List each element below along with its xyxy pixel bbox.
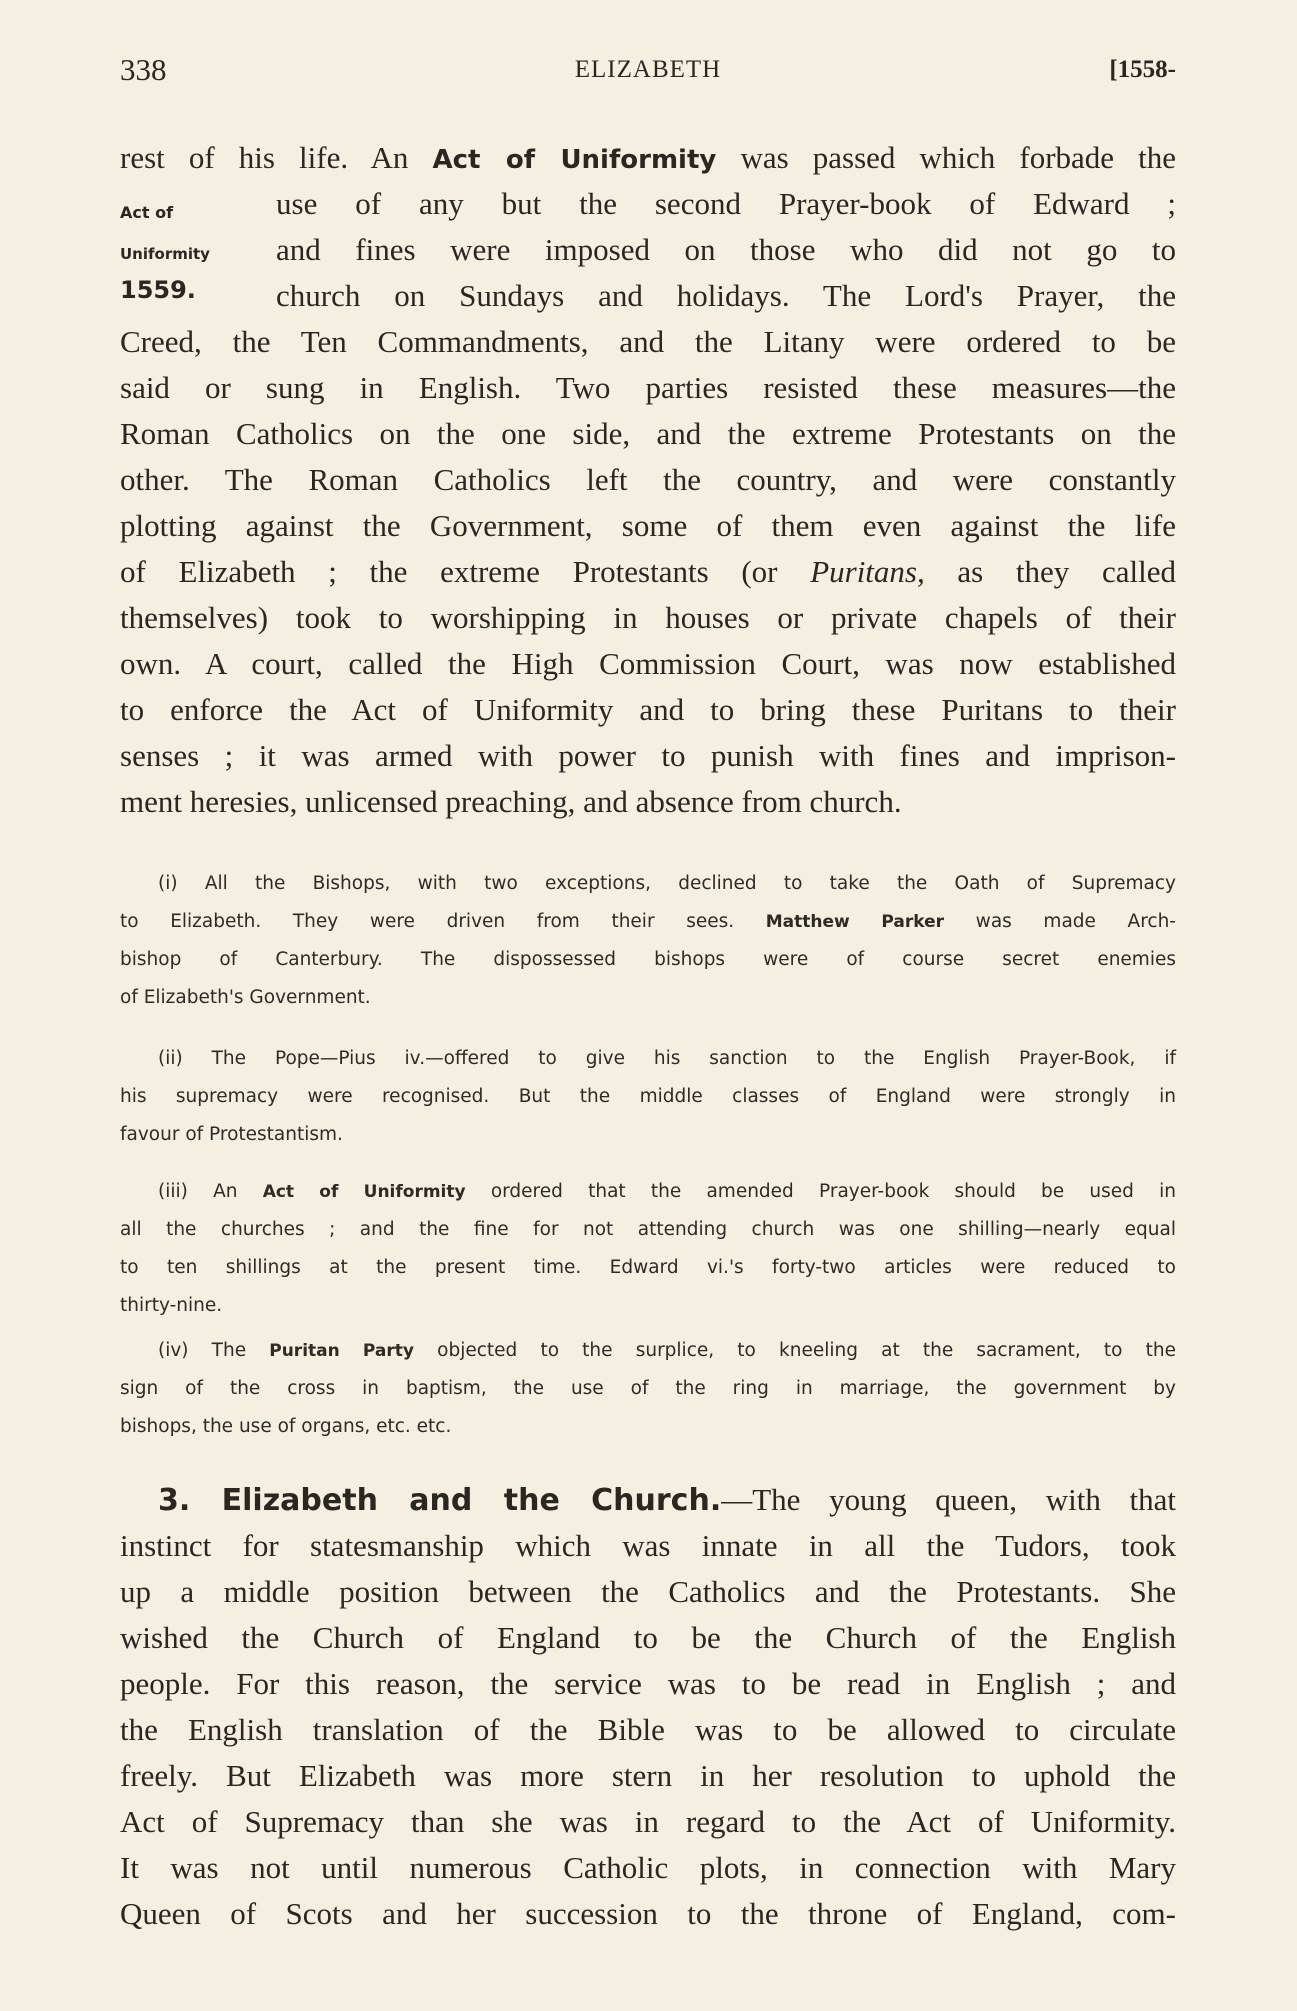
note-line: (i) All the Bishops, with two exceptions, declined to take the Oath of Supremacy [158, 873, 1176, 894]
paragraph-line: Roman Catholics on the one side, and the extreme Protestants on the [120, 416, 1176, 451]
section-line: up a middle position between the Catholics and the Protestants. She [120, 1574, 1176, 1609]
page-number: 338 [120, 52, 167, 87]
paragraph-line: own. A court, called the High Commission Court, was now established [120, 646, 1176, 681]
bold-term: Act of Uniformity [432, 145, 717, 175]
section-heading: 3. Elizabeth and the Church. [158, 1483, 722, 1518]
note-line: to ten shillings at the present time. Edward vi.'s forty-two articles were reduced to [120, 1257, 1176, 1278]
note-line: (iii) An Act of Uniformity ordered that the amended Prayer-book should be used in [158, 1181, 1176, 1202]
bold-term: Act of Uniformity [262, 1182, 466, 1202]
note-line: sign of the cross in baptism, the use of the ring in marriage, the government by [120, 1378, 1176, 1399]
paragraph-line: plotting against the Government, some of them even against the life [120, 508, 1176, 543]
marginal-note-line2: Uniformity [120, 245, 210, 263]
paragraph-line: other. The Roman Catholics left the country, and were constantly [120, 462, 1176, 497]
paragraph-line: and fines were imposed on those who did not go to [276, 232, 1176, 267]
note-line: to Elizabeth. They were driven from their sees. Matthew Parker was made Arch- [120, 911, 1176, 932]
note-line: of Elizabeth's Government. [120, 987, 371, 1008]
section-line: wished the Church of England to be the Church of the English [120, 1620, 1176, 1655]
section-line: people. For this reason, the service was to be read in English ; and [120, 1666, 1176, 1701]
paragraph-line: said or sung in English. Two parties resisted these measures—the [120, 370, 1176, 405]
note-line: (ii) The Pope—Pius iv.—offered to give his sanction to the English Prayer-Book, if [158, 1048, 1176, 1069]
paragraph-line: church on Sundays and holidays. The Lord's Prayer, the [276, 278, 1176, 313]
note-line: his supremacy were recognised. But the middle classes of England were strongly in [120, 1086, 1176, 1107]
date-range: [1558- [1109, 56, 1176, 83]
bold-term: Puritan Party [269, 1341, 414, 1361]
italic-term: Puritans, [810, 554, 925, 589]
marginal-note-line1: Act of [120, 203, 174, 222]
running-header [120, 52, 1176, 92]
paragraph-line: use of any but the second Prayer-book of Edward ; [276, 186, 1176, 221]
marginal-note-year: 1559. [120, 276, 196, 304]
section-line: freely. But Elizabeth was more stern in her resolution to uphold the [120, 1758, 1176, 1793]
section-line: Act of Supremacy than she was in regard to the Act of Uniformity. [120, 1804, 1176, 1839]
section-line: 3. Elizabeth and the Church.—The young queen, with that [158, 1482, 1176, 1518]
running-title: ELIZABETH [574, 56, 722, 83]
section-line: the English translation of the Bible was to be allowed to circulate [120, 1712, 1176, 1747]
note-line: thirty-nine. [120, 1295, 223, 1316]
note-line: bishops, the use of organs, etc. etc. [120, 1416, 452, 1437]
section-line: instinct for statesmanship which was innate in all the Tudors, took [120, 1528, 1176, 1563]
note-line: (iv) The Puritan Party objected to the surplice, to kneeling at the sacrament, to the [158, 1340, 1176, 1361]
section-line: It was not until numerous Catholic plots, in connection with Mary [120, 1850, 1176, 1885]
note-line: all the churches ; and the fine for not attending church was one shilling—nearly equal [120, 1219, 1176, 1240]
note-line: bishop of Canterbury. The dispossessed bishops were of course secret enemies [120, 949, 1176, 970]
note-line: favour of Protestantism. [120, 1124, 343, 1145]
bold-term: Matthew Parker [765, 912, 945, 932]
paragraph-line: ment heresies, unlicensed preaching, and absence from church. [120, 784, 902, 819]
paragraph-line: rest of his life. An Act of Uniformity was passed which forbade the [120, 140, 1177, 175]
paragraph-line: senses ; it was armed with power to punish with fines and imprison- [120, 738, 1176, 773]
section-line: Queen of Scots and her succession to the throne of England, com- [120, 1896, 1176, 1931]
paragraph-line: of Elizabeth ; the extreme Protestants (or Puritans, as they called [120, 554, 1176, 589]
paragraph-line: Creed, the Ten Commandments, and the Litany were ordered to be [120, 324, 1176, 359]
paragraph-line: themselves) took to worshipping in houses or private chapels of their [120, 600, 1176, 635]
paragraph-line: to enforce the Act of Uniformity and to bring these Puritans to their [120, 692, 1176, 727]
